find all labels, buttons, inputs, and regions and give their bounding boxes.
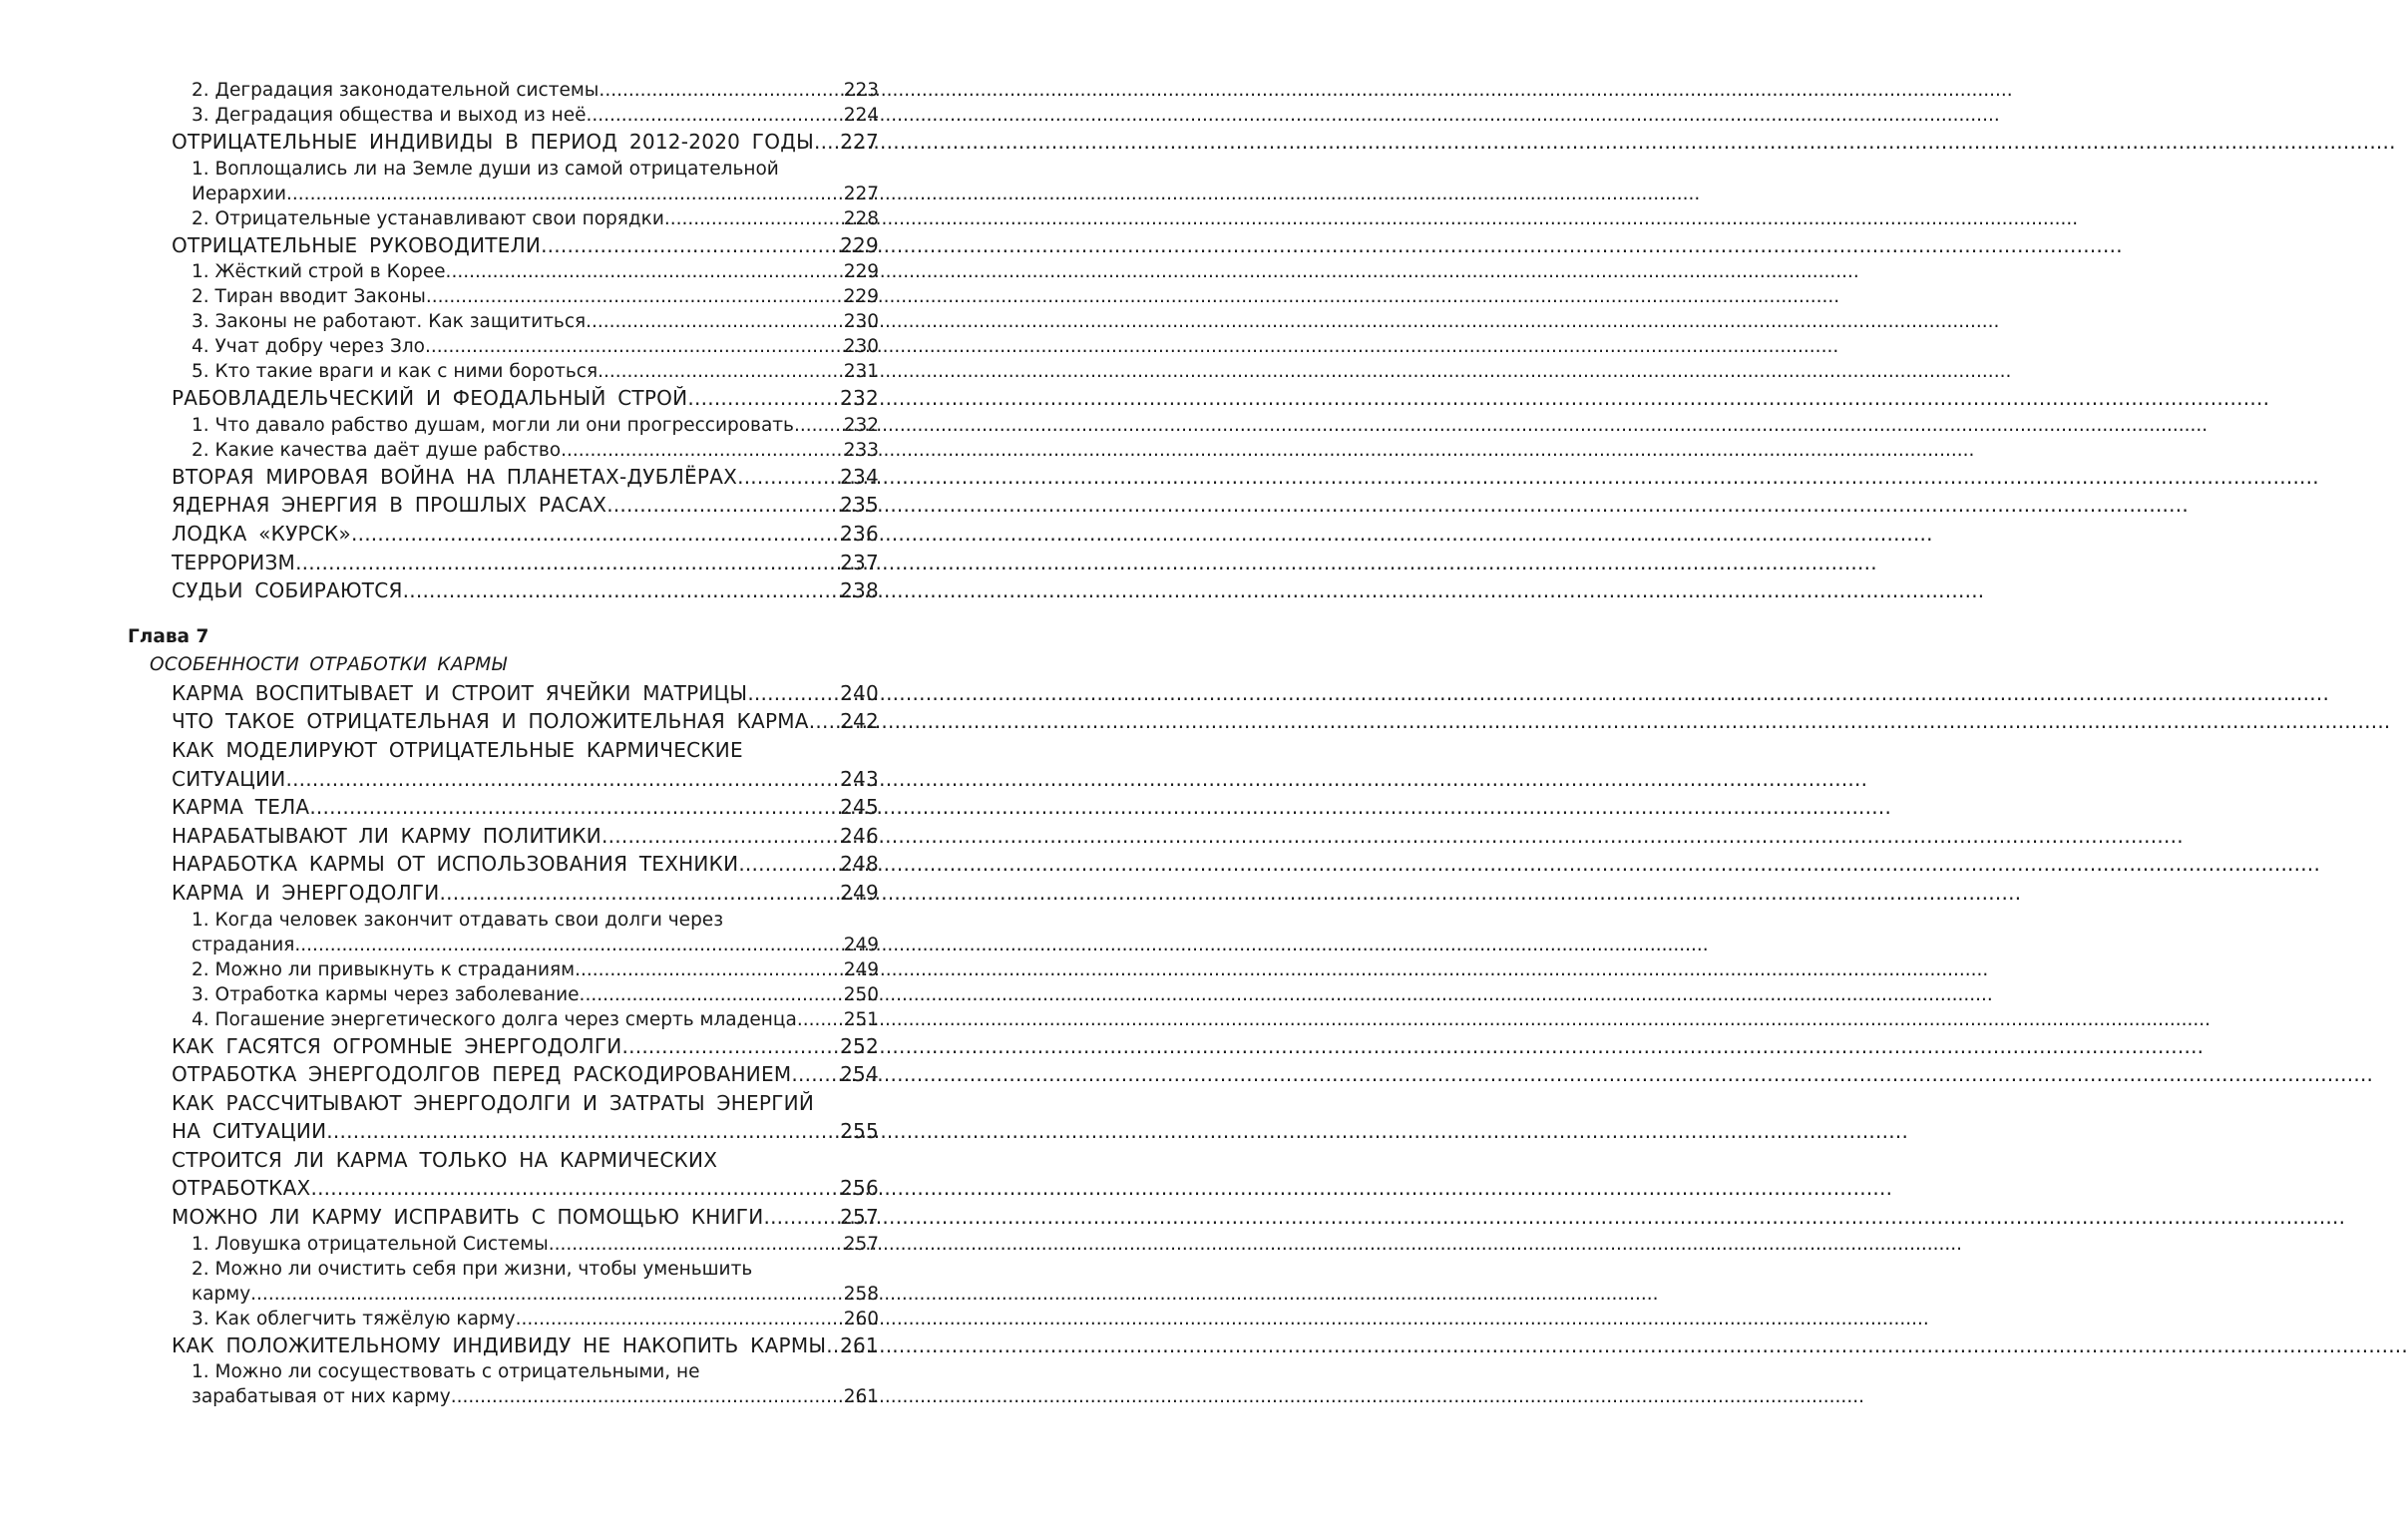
page-number: 254 — [840, 1062, 879, 1087]
toc-entry: страдания. ..... 249 — [0, 933, 998, 957]
toc-page — [0, 0, 998, 1515]
chapter-title: ОСОБЕННОСТИ ОТРАБОТКИ КАРМЫ — [150, 653, 507, 675]
page-number: 257 — [840, 1205, 879, 1230]
page-number: 223 — [843, 80, 879, 101]
toc-entry-line: 1. Когда человек закончит отдавать свои долги через — [192, 909, 724, 931]
toc-section: МОЖНО ЛИ КАРМУ ИСПРАВИТЬ С ПОМОЩЬЮ КНИГИ ..... 257 — [0, 1203, 998, 1232]
toc-entry: 2. Отрицательные устанавливают свои порядки. ..... 228 — [0, 206, 998, 231]
toc-entry-line: 2. Можно ли очистить себя при жизни, чтобы уменьшить — [192, 1258, 753, 1280]
toc-entry: 5. Кто такие враги и как с ними бороться. ..... 231 — [0, 359, 998, 384]
page-number: 245 — [840, 795, 879, 820]
page-number: 229 — [840, 232, 879, 257]
page-number: 260 — [843, 1308, 879, 1329]
page-number: 229 — [843, 286, 879, 308]
page-number: 228 — [843, 207, 879, 229]
page-number: 232 — [840, 386, 879, 411]
page-number: 233 — [843, 439, 879, 461]
page-number: 246 — [840, 823, 879, 848]
toc-entry-line: 1. Можно ли сосуществовать с отрицательными, не — [192, 1361, 700, 1383]
page-number: 248 — [840, 852, 879, 877]
page-number: 224 — [843, 105, 879, 126]
page-number: 230 — [843, 311, 879, 333]
toc-section: КАРМА ВОСПИТЫВАЕТ И СТРОИТ ЯЧЕЙКИ МАТРИЦЫ ..... 240 — [0, 679, 998, 708]
page-number: 261 — [843, 1386, 879, 1408]
page-number: 238 — [840, 578, 879, 603]
page-number: 249 — [843, 958, 879, 980]
page-number: 229 — [843, 261, 879, 283]
page-number: 249 — [840, 880, 879, 905]
toc-section: РАБОВЛАДЕЛЬЧЕСКИЙ И ФЕОДАЛЬНЫЙ СТРОЙ ..... 232 — [0, 384, 998, 413]
toc-entry-line: 1. Воплощались ли на Земле души из самой отрицательной — [192, 158, 779, 180]
page-number: 257 — [843, 1233, 879, 1255]
page-number: 252 — [840, 1033, 879, 1058]
toc-section: ОТРАБОТКА ЭНЕРГОДОЛГОВ ПЕРЕД РАСКОДИРОВАНИЕМ ..... 254 — [0, 1060, 998, 1089]
toc-entry: 4. Погашение энергетического долга через смерть младенца. ..... 251 — [0, 1007, 998, 1032]
toc-entry: зарабатывая от них карму. ..... 261 — [0, 1384, 998, 1409]
page-number: 240 — [840, 680, 879, 705]
toc-section: КАК ПОЛОЖИТЕЛЬНОМУ ИНДИВИДУ НЕ НАКОПИТЬ КАРМЫ ..... 261 — [0, 1331, 998, 1360]
page-number: 237 — [840, 550, 879, 574]
page-number: 249 — [843, 934, 879, 955]
toc-section: ЧТО ТАКОЕ ОТРИЦАТЕЛЬНАЯ И ПОЛОЖИТЕЛЬНАЯ КАРМА ..... 242 — [0, 707, 998, 736]
toc-section: СУДЬИ СОБИРАЮТСЯ ..... 238 — [0, 576, 998, 605]
toc-section: НА СИТУАЦИИ ..... 255 — [0, 1117, 998, 1146]
toc-section-line: КАК РАССЧИТЫВАЮТ ЭНЕРГОДОЛГИ И ЗАТРАТЫ ЭНЕРГИЙ — [172, 1090, 815, 1115]
page-number: 235 — [840, 493, 879, 518]
toc-entry: Иерархии. ..... 227 — [0, 182, 998, 206]
toc-entry: 3. Деградация общества и выход из неё. ..... 224 — [0, 103, 998, 128]
toc-entry: 2. Какие качества даёт душе рабство. ..... 233 — [0, 438, 998, 463]
toc-section: ВТОРАЯ МИРОВАЯ ВОЙНА НА ПЛАНЕТАХ-ДУБЛЁРАХ ..... 234 — [0, 463, 998, 492]
toc-section-line: СТРОИТСЯ ЛИ КАРМА ТОЛЬКО НА КАРМИЧЕСКИХ — [172, 1147, 718, 1172]
toc-section-line: КАК МОДЕЛИРУЮТ ОТРИЦАТЕЛЬНЫЕ КАРМИЧЕСКИЕ — [172, 737, 743, 762]
toc-entry: 2. Тиран вводит Законы. ..... 229 — [0, 284, 998, 309]
page-number: 258 — [843, 1283, 879, 1305]
page-number: 236 — [840, 521, 879, 546]
toc-section: ТЕРРОРИЗМ ..... 237 — [0, 549, 998, 577]
toc-section: НАРАБАТЫВАЮТ ЛИ КАРМУ ПОЛИТИКИ ..... 246 — [0, 822, 998, 851]
page-number: 243 — [840, 766, 879, 791]
toc-entry: 3. Законы не работают. Как защититься. ..... 230 — [0, 309, 998, 334]
toc-entry: 1. Что давало рабство душам, могли ли они прогрессировать. ..... 232 — [0, 413, 998, 438]
page-number: 242 — [840, 709, 879, 734]
page-number: 250 — [843, 983, 879, 1005]
toc-entry: 4. Учат добру через Зло. ..... 230 — [0, 334, 998, 359]
toc-section: КАРМА И ЭНЕРГОДОЛГИ ..... 249 — [0, 879, 998, 908]
toc-entry: 1. Жёсткий строй в Корее. ..... 229 — [0, 259, 998, 284]
toc-section: КАРМА ТЕЛА ..... 245 — [0, 793, 998, 822]
table-of-contents — [0, 78, 998, 1409]
page-number: 227 — [840, 130, 879, 154]
page-number: 232 — [843, 414, 879, 436]
page-number: 256 — [840, 1176, 879, 1201]
toc-entry: карму ..... 258 — [0, 1282, 998, 1307]
page-number: 227 — [843, 183, 879, 204]
toc-entry: 1. Ловушка отрицательной Системы. ..... 257 — [0, 1232, 998, 1257]
toc-section: НАРАБОТКА КАРМЫ ОТ ИСПОЛЬЗОВАНИЯ ТЕХНИКИ ..... 248 — [0, 850, 998, 879]
toc-entry: 2. Можно ли привыкнуть к страданиям. ..... 249 — [0, 957, 998, 982]
toc-section: СИТУАЦИИ ..... 243 — [0, 765, 998, 794]
toc-section: КАК ГАСЯТСЯ ОГРОМНЫЕ ЭНЕРГОДОЛГИ ..... 252 — [0, 1032, 998, 1061]
toc-entry: 3. Как облегчить тяжёлую карму. ..... 260 — [0, 1307, 998, 1331]
page-number: 261 — [840, 1332, 879, 1357]
toc-section: ЯДЕРНАЯ ЭНЕРГИЯ В ПРОШЛЫХ РАСАХ ..... 235 — [0, 491, 998, 520]
toc-section: ОТРИЦАТЕЛЬНЫЕ ИНДИВИДЫ В ПЕРИОД 2012-2020 ГОДЫ ..... 227 — [0, 128, 998, 157]
page-number: 230 — [843, 336, 879, 358]
chapter-heading: Глава 7 — [128, 625, 209, 647]
toc-section: ОТРИЦАТЕЛЬНЫЕ РУКОВОДИТЕЛИ ..... 229 — [0, 231, 998, 260]
page-number: 251 — [843, 1008, 879, 1030]
toc-section: ЛОДКА «КУРСК» ..... 236 — [0, 520, 998, 549]
page-number: 255 — [840, 1119, 879, 1144]
toc-entry: 2. Деградация законодательной системы. ..... 223 — [0, 78, 998, 103]
toc-section: ОТРАБОТКАХ ..... 256 — [0, 1174, 998, 1203]
page-number: 234 — [840, 464, 879, 489]
page-number: 231 — [843, 361, 879, 383]
toc-entry: 3. Отработка кармы через заболевание. ..... 250 — [0, 982, 998, 1007]
